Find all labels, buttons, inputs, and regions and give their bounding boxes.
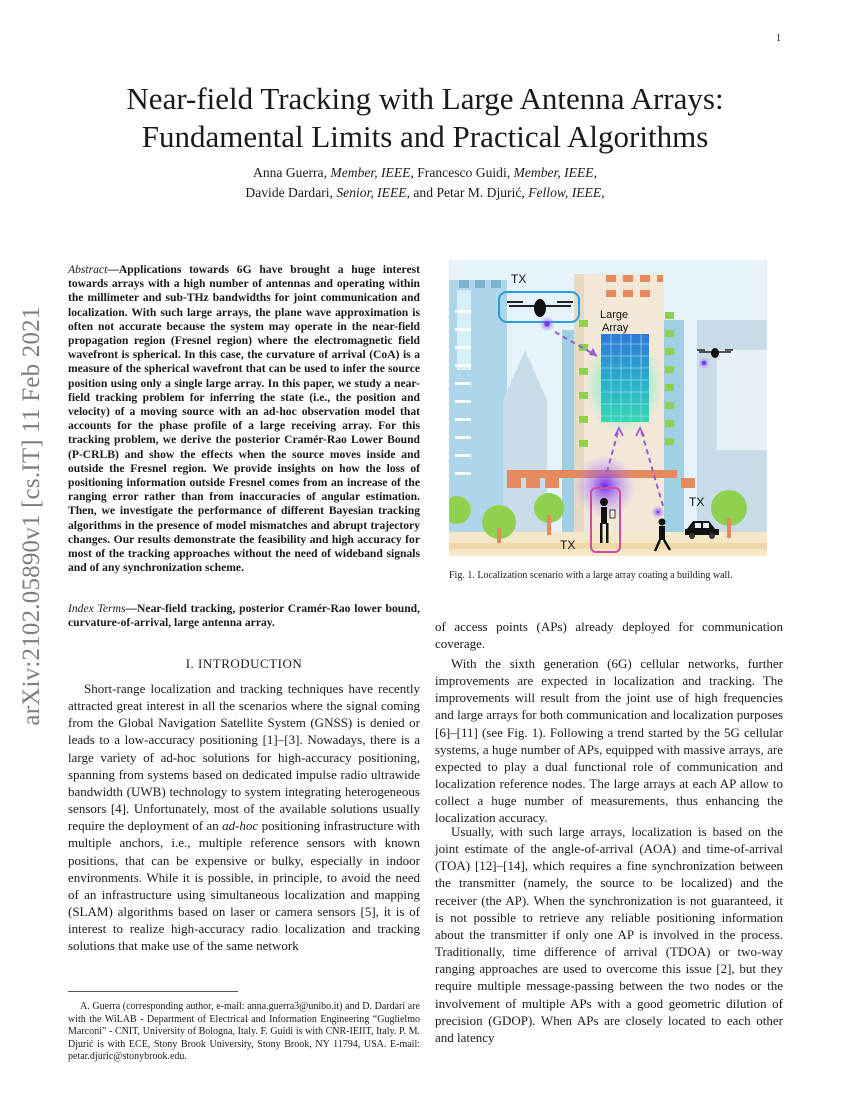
arxiv-identifier: arXiv:2102.05890v1 [cs.IT] 11 Feb 2021: [18, 306, 45, 726]
arxiv-sidebar: [12, 276, 52, 756]
large-array-label-line-1: Large: [600, 309, 629, 321]
tx-label-right: TX: [689, 495, 705, 509]
footnote: A. Guerra (corresponding author, e-mail: anna.guerra3@unibo.it) and D. Dardari are with the WiLAB - Department of Electrical and Information Engineering “Guglielmo Marconi” - CNIT, University of Bologna, Italy. F. Guidi is with CNR-IEIIT, Italy. P. M. Djurić is with ECE, Stony Brook University, Stony Brook, NY 11794, USA. E-mail: petar.djuric@stonybrook.edu.: [68, 1001, 420, 1062]
large-array-label-line-2: Array: [602, 322, 629, 334]
index-terms: [68, 602, 420, 630]
title-line-2: Fundamental Limits and Practical Algorithms: [141, 119, 709, 154]
author-role: Senior, IEEE: [336, 185, 407, 200]
paper-title: [60, 80, 790, 156]
footnote-rule: [68, 991, 238, 992]
abstract-label: Abstract: [68, 263, 108, 276]
author-list: [60, 163, 790, 203]
figure-1: [449, 260, 767, 556]
localization-scenario-illustration: [449, 260, 767, 556]
author-role: Member, IEEE: [513, 165, 594, 180]
author-name: Francesco Guidi: [417, 165, 507, 180]
page-number: 1: [776, 33, 781, 44]
section-heading: I. INTRODUCTION: [185, 656, 303, 671]
author-role: Fellow, IEEE: [528, 185, 602, 200]
abstract-text: —Applications towards 6G have brought a huge interest towards arrays with a high number of antennas and operating within the millimeter and sub-THz bandwidths for joint communication and localization. With such large arrays, the plane wave approximation is often not accurate because the system may operate in the near-field propagation region (Fresnel region) where the electromagnetic field wavefront is spherical. In this case, the curvature of arrival (CoA) is a measure of the spherical wavefront that can be used to infer the source position using only a single large array. In this paper, we study a near-field tracking problem for inferring the state (i.e., the position and velocity) of a moving source with an ad-hoc observation model that accounts for the phase profile of a large receiving array. For this tracking problem, we derive the posterior Cramér-Rao Lower Bound (P-CRLB) and show the effects when the source moves inside and outside the Fresnel region. We provide insights on how the loss of positioning information outside Fresnel comes from an increase of the ranging error rather than from inaccuracies of angular estimation. Then, we investigate the performance of different Bayesian tracking algorithms in the presence of model mismatches and abrupt trajectory changes. Our results demonstrate the feasibility and high accuracy for most of the tracking approaches without the need of wideband signals and of any synchronization scheme.: [68, 263, 420, 575]
author-name: Petar M. Djurić: [436, 185, 522, 200]
author-role: Member, IEEE: [330, 165, 411, 180]
large-antenna-array: [601, 334, 649, 422]
title-line-1: Near-field Tracking with Large Antenna Arrays:: [126, 81, 724, 116]
author-line-1: Anna Guerra, Member, IEEE, Francesco Guidi, Member, IEEE,: [253, 165, 597, 180]
author-line-2: Davide Dardari, Senior, IEEE, and Petar M. Djurić, Fellow, IEEE,: [245, 185, 605, 200]
right-paragraph-1: of access points (APs) already deployed for communication coverage.: [435, 619, 783, 652]
intro-paragraph: Short-range localization and tracking techniques have recently attracted great interest in all the scenarios where the signal coming from the Global Navigation Satellite System (GNSS) is denied or leads to a low-accuracy positioning [1]–[3]. Nowadays, there is a large variety of ad-hoc solutions for high-accuracy positioning, spanning from systems based on dedicated impulse radio ultrawide bandwidth (UWB) technology to system integrating heterogeneous sensors [4]. Unfortunately, most of the available solutions usually require the deployment of an ad-hoc positioning infrastructure with multiple anchors, i.e., multiple reference sensors with known positions, that can be expensive or bulky, especially in indoor environments. While it is possible, in principle, to avoid the need of an infrastructure using simultaneous localization and mapping (SLAM) algorithms based on laser or camera sensors [5], it is of interest to realize high-accuracy radio localization and tracking solutions that make use of the same network: [68, 681, 420, 954]
tx-label-bottom: TX: [560, 538, 576, 552]
author-name: Davide Dardari: [245, 185, 330, 200]
right-paragraph-2: With the sixth generation (6G) cellular networks, further improvements are expected in localization and tracking. The improvements will result from the joint use of high frequencies and large arrays for both communication and localization purposes [6]–[11] (see Fig. 1). Following a trend started by the 5G cellular systems, a huge number of APs, equipped with massive arrays, are expected to play a dual functional role of communication and localization reference nodes. The large arrays at each AP allow to collect a huge number of measurements, thus enhancing the localization accuracy.: [435, 656, 783, 826]
abstract: [68, 263, 420, 575]
author-name: Anna Guerra: [253, 165, 324, 180]
right-paragraph-3: Usually, with such large arrays, localization is based on the joint estimate of the angle-of-arrival (AOA) and time-of-arrival (TOA) [12]–[14], which requires a fine synchronization between the transmitter (namely, the source to be localized) and the receiver (the AP). When the synchronization is not guaranteed, it is not possible to retrieve any reliable positioning information about the transmitter if only one AP is involved in the process. Traditionally, time difference of arrival (TDOA) or two-way ranging approaches are used to overcome this issue [2], but they require multiple message-passing between the two nodes or the involvement of multiple APs with a good geometric dilution of precision (GDOP). When APs are closely located to each other and latency: [435, 824, 783, 1045]
index-terms-text: —Near-field tracking, posterior Cramér-Rao lower bound, curvature-of-arrival, large antenna array.: [68, 602, 420, 630]
italic-term: ad-hoc: [222, 818, 259, 834]
index-terms-label: Index Terms: [68, 602, 126, 615]
tx-label-top: TX: [511, 272, 527, 286]
figure-caption: Fig. 1. Localization scenario with a large array coating a building wall.: [449, 570, 733, 581]
